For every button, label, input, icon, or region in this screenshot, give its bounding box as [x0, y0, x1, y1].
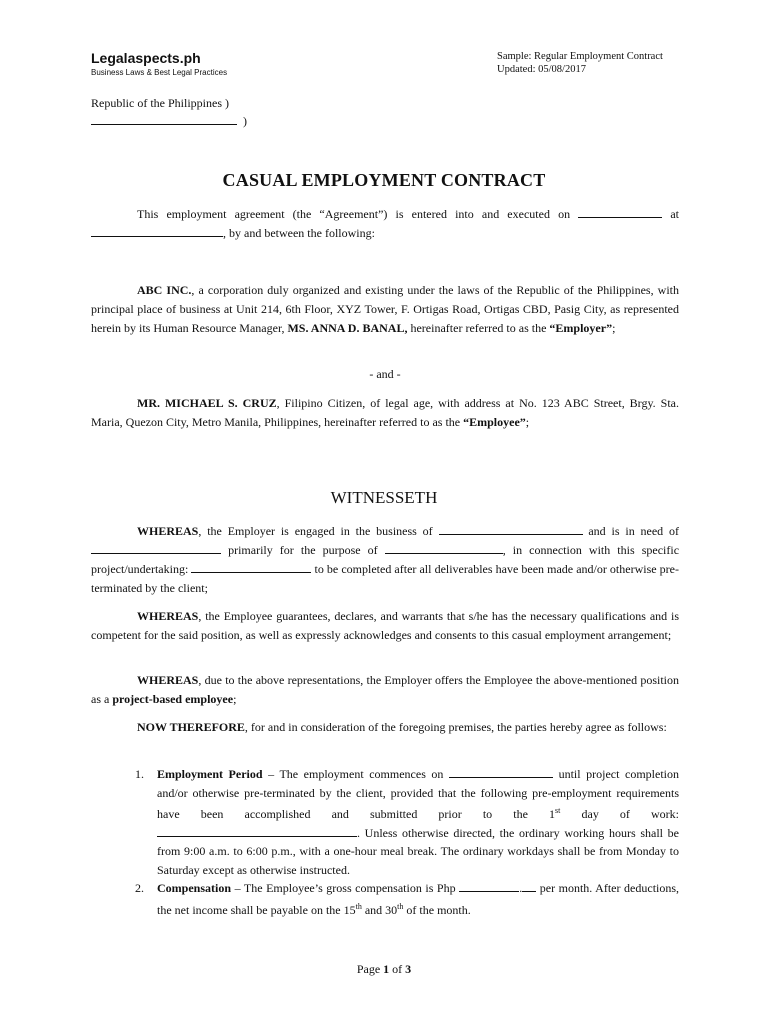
clause-2: [91, 879, 679, 919]
whereas-1-e: to be completed after all deliverables have been made and/or otherwise pre-terminated by the client;: [91, 562, 679, 595]
clause-1-heading: Employment Period: [157, 767, 263, 781]
clause-2-number: 2.: [135, 881, 144, 895]
page-footer: [0, 962, 768, 977]
whereas-3-text: , due to the above representations, the Employer offers the Employee the above-mentioned position as a: [91, 673, 679, 706]
venue-block: [91, 94, 247, 130]
business-blank: [439, 524, 583, 535]
whereas-2: [91, 607, 679, 645]
project-blank: [191, 562, 311, 573]
whereas-3-lead: WHEREAS: [137, 673, 199, 687]
employer-label: “Employer”: [549, 321, 613, 335]
now-therefore: [91, 718, 679, 737]
whereas-1-c: primarily for the purpose of: [228, 543, 378, 557]
whereas-1-b: and is in need of: [588, 524, 680, 538]
employer-text: , a corporation duly organized and existing under the laws of the Republic of the Philippines, with principal place of business at Unit 214, 6th Floor, XYZ Tower, F. Ortigas Road, Ortigas CBD, Pasig City, as represented herein by its Human Resource Manager,: [91, 283, 680, 335]
whereas-1-d: , in connection with this specific project/undertaking:: [91, 543, 680, 576]
now-therefore-lead: NOW THEREFORE: [137, 720, 245, 734]
now-therefore-text: , for and in consideration of the foregoing premises, the parties hereby agree as follows:: [244, 720, 667, 734]
whereas-2-text: , the Employee guarantees, declares, and warrants that s/he has the necessary qualifications and is competent for the said position, as well as expressly acknowledges and consents to this casual employment arrangement;: [91, 609, 679, 642]
clause-1-b: until project completion and/or otherwise pre-terminated by the client, provided that the following pre-employment requirements have been accomplished and submitted prior to the 1: [157, 767, 679, 821]
employer-end: ;: [612, 321, 616, 335]
employee-label: “Employee”: [463, 415, 526, 429]
witnesseth-heading: WITNESSETH: [330, 488, 438, 507]
employee-text: , Filipino Citizen, of legal age, with address at No. 123 ABC Street, Brgy. Sta. Maria, Quezon City, Metro Manila, Philippines, hereinafter referred to as the: [91, 396, 679, 429]
clause-2-a: – The Employee’s gross compensation is Php: [231, 881, 456, 895]
whereas-1-a: , the Employer is engaged in the business of: [198, 524, 433, 538]
clause-2-text: [157, 879, 679, 919]
clause-1-c: day of work:: [560, 807, 679, 821]
employer-paragraph: [91, 281, 679, 338]
whereas-3-bold: project-based employee: [112, 692, 234, 706]
intro-text-1: This employment agreement (the “Agreement”) is entered into and executed on: [137, 207, 571, 221]
whereas-3: [91, 671, 679, 709]
clause-2-b: per month. After deductions, the net income shall be payable on the 15: [157, 881, 680, 917]
purpose-blank: [385, 543, 503, 554]
salary-blank: [459, 881, 519, 892]
header-brand-block: [91, 50, 227, 77]
employee-end: ;: [525, 415, 530, 429]
clause-1-number: 1.: [135, 767, 144, 781]
sample-label: Sample: Regular Employment Contract: [497, 51, 663, 62]
start-date-blank: [449, 767, 553, 778]
venue-line-2: [91, 112, 247, 130]
intro-text-3: , by and between the following:: [223, 226, 375, 240]
whereas-1: [91, 522, 679, 598]
employer-rep: MS. ANNA D. BANAL,: [287, 321, 408, 335]
page-total: 3: [405, 962, 412, 976]
clause-2-sup-2: th: [397, 901, 404, 911]
clause-1-text: [157, 765, 679, 879]
clause-1: [91, 765, 679, 879]
clause-list: [91, 765, 679, 919]
brand-tagline: Business Laws & Best Legal Practices: [91, 68, 228, 77]
brand-name: Legalaspects.ph: [91, 50, 201, 66]
employee-name: MR. MICHAEL S. CRUZ: [137, 396, 277, 410]
clause-1-d: . Unless otherwise directed, the ordinary working hours shall be from 9:00 a.m. to 6:00 p.m., with a one-hour meal break. The ordinary workdays shall be from Monday to Saturday except as otherwise instructed.: [157, 825, 679, 877]
header-info-block: [497, 50, 663, 76]
clause-2-heading: Compensation: [157, 881, 232, 895]
employer-text-2: hereinafter referred to as the: [407, 321, 550, 335]
employee-paragraph: [91, 394, 679, 432]
clause-2-sup-1: th: [355, 901, 362, 911]
whereas-3-end: ;: [233, 692, 237, 706]
whereas-1-lead: WHEREAS: [137, 524, 199, 538]
page-number: 1: [383, 962, 390, 976]
of-word: of: [392, 962, 403, 976]
position-blank: [91, 543, 221, 554]
document-title: CASUAL EMPLOYMENT CONTRACT: [222, 170, 546, 190]
page-word: Page: [356, 962, 381, 976]
intro-paragraph: [91, 205, 679, 243]
place-blank: [91, 226, 223, 237]
date-blank: [578, 207, 662, 218]
intro-text-2: at: [670, 207, 679, 221]
whereas-2-lead: WHEREAS: [137, 609, 199, 623]
salary-cents-blank: [522, 881, 536, 892]
employer-name: ABC INC.: [137, 283, 192, 297]
venue-bracket: ): [243, 114, 247, 128]
requirements-blank: [157, 826, 357, 837]
venue-blank: [91, 114, 237, 125]
venue-line-1: Republic of the Philippines ): [91, 96, 229, 110]
and-separator: - and -: [369, 367, 401, 381]
clause-1-a: – The employment commences on: [262, 767, 444, 781]
clause-2-c: and 30: [361, 902, 398, 917]
clause-1-sup: st: [555, 806, 561, 815]
clause-2-d: of the month.: [403, 902, 471, 917]
updated-date: Updated: 05/08/2017: [497, 64, 586, 75]
salary-dot: .: [519, 881, 523, 895]
